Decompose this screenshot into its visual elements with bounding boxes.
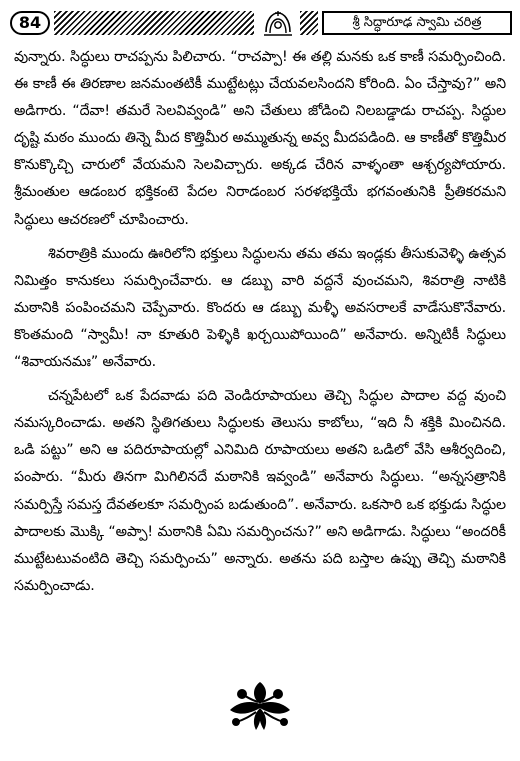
paragraph: వున్నారు. సిద్ధులు రాచప్పను పిలిచారు. “రాచప్పా! ఈ తల్లి మనకు ఒక కాణీ సమర్పించింది. ఈ కాణీ ఈ తిరణాల జనమంతటికీ ముట్టేటట్లు చేయవలసిందని కోరింది. ఏం చేస్తావు?” అని అడిగారు. “దేవా! తమరే సెలవివ్వండి” అని చేతులు జోడించి నిలబడ్డాడు రాచప్ప. సిద్ధుల దృష్టి మఠం ముందు తిన్నె మీద కొత్తిమీర అమ్ముతున్న అవ్వ మీదపడింది. ఆ కాణీతో కొత్తిమీర కొనుక్కొచ్చి చారులో వేయమని సెలవిచ్చారు. అక్కడ చేరిన వాళ్ళంతా ఆశ్చర్యపోయారు. శ్రీమంతుల ఆడంబర భక్తికంటె పేదల నిరాడంబర సరళభక్తియే భగవంతునికి ప్రీతికరమని సిద్ధులు ఆచరణలో చూపించారు. <box>14 49 506 228</box>
page-header <box>10 8 512 38</box>
body-text <box>14 44 506 600</box>
page-number: 84 <box>10 11 50 35</box>
floral-ornament-icon <box>222 678 298 734</box>
running-title: శ్రీ సిద్ధారూఢ స్వామి చరిత్ర <box>322 11 512 35</box>
header-hatch-left <box>54 11 254 35</box>
om-emblem-icon <box>260 8 296 38</box>
header-hatch-right <box>300 11 318 35</box>
paragraph: శివరాత్రికి ముందు ఊరిలోని భక్తులు సిద్ధులను తమ తమ ఇండ్లకు తీసుకువెళ్ళి ఉత్సవ నిమిత్తం కానుకలు సమర్పించేవారు. ఆ డబ్బు వారి వద్దనే వుంచమని, శివరాత్రి నాటికి మఠానికి పంపించమని చెప్పేవారు. కొందరు ఆ డబ్బు మళ్ళీ అవసరాలకే వాడేసుకొనేవారు. కొంతమంది “స్వామీ! నా కూతురి పెళ్ళికి ఖర్చయిపోయింది” అనేవారు. అన్నిటికీ సిద్ధులు “శివాయనమః” అనేవారు. <box>14 245 506 371</box>
paragraph: చన్నపేటలో ఒక పేదవాడు పది వెండిరూపాయలు తెచ్చి సిద్ధుల పాదాల వద్ద వుంచి నమస్కరించాడు. అతని స్థితిగతులు సిద్ధులకు తెలుసు కాబోలు, “ఇది నీ శక్తికి మించినది. ఒడి పట్టు” అని ఆ పదిరూపాయల్లో ఎనిమిది రూపాయలు అతని ఒడిలో వేసి ఆశీర్వదించి, పంపారు. “మీరు తినగా మిగిలినదే మఠానికి ఇవ్వండి” అనేవారు సిద్ధులు. “అన్నసత్రానికి సమర్పిస్తే సమస్త దేవతలకూ సమర్పింప బడుతుంది”. అనేవారు. ఒకసారి ఒక భక్తుడు సిద్ధుల పాదాలకు మొక్కి “అప్పా! మఠానికి ఏమి సమర్పించను?” అని అడిగాడు. సిద్ధులు “అందరికీ ముట్టేటటువంటిది తెచ్చి సమర్పించు” అన్నారు. అతను పది బస్తాల ఉప్పు తెచ్చి మఠానికి సమర్పించాడు. <box>14 388 506 594</box>
